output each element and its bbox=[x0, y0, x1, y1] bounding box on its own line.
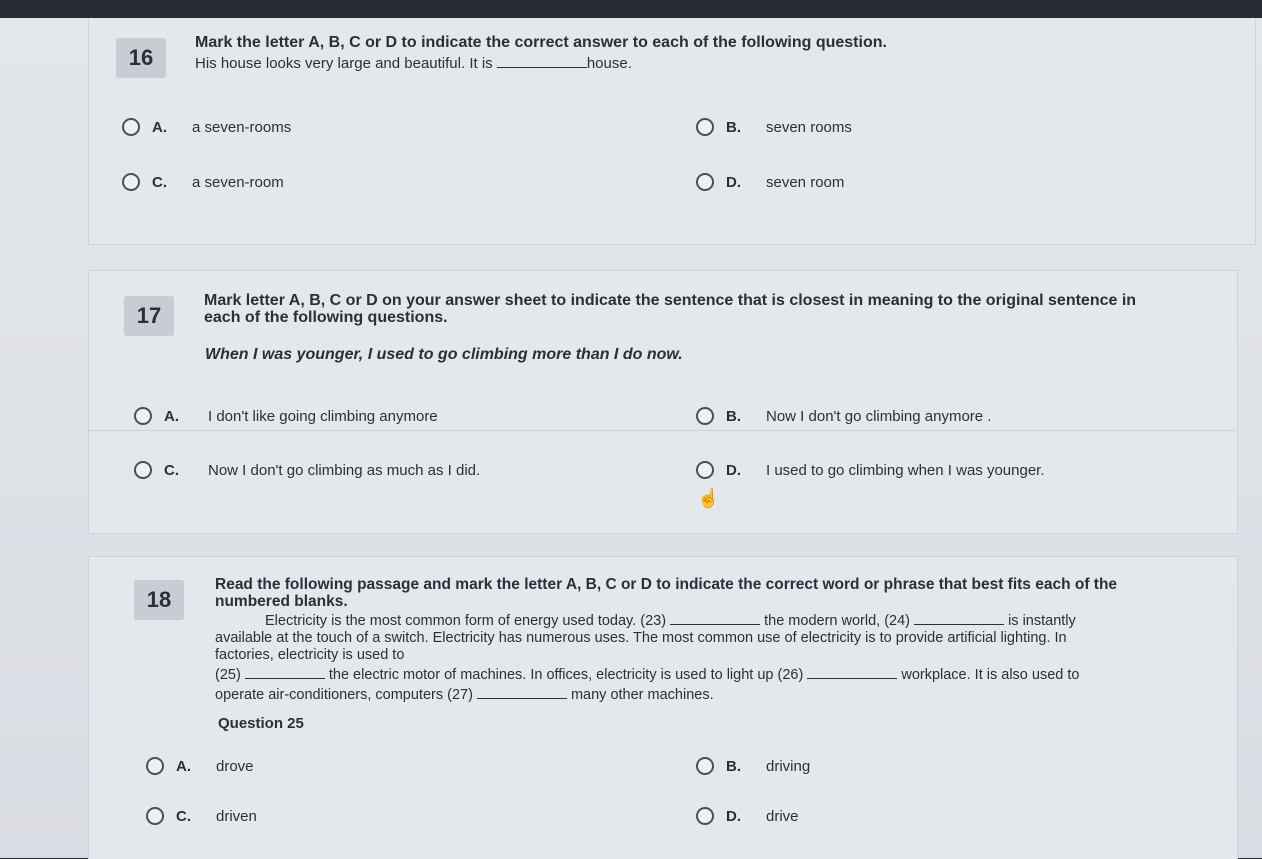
q16-option-a[interactable] bbox=[122, 115, 291, 139]
option-letter: C. bbox=[152, 173, 167, 191]
radio-circle-icon[interactable] bbox=[696, 173, 714, 191]
option-letter: A. bbox=[164, 407, 179, 425]
q18-option-c[interactable] bbox=[146, 804, 257, 828]
radio-circle-icon[interactable] bbox=[696, 461, 714, 479]
q17-instruction-line1: Mark letter A, B, C or D on your answer sheet to indicate the sentence that is closest in meaning to the original sentence in bbox=[204, 292, 1137, 309]
option-letter: B. bbox=[726, 407, 741, 425]
divider bbox=[88, 430, 1236, 431]
radio-circle-icon[interactable] bbox=[122, 173, 140, 191]
passage-line-4 bbox=[215, 664, 1215, 684]
option-text: Now I don't go climbing as much as I did. bbox=[208, 461, 481, 479]
passage-text: operate air-conditioners, computers (27) bbox=[215, 687, 473, 703]
radio-circle-icon[interactable] bbox=[696, 118, 714, 136]
passage-line-1 bbox=[215, 610, 1215, 630]
option-letter: A. bbox=[152, 118, 167, 136]
q17-instruction-line2: each of the following questions. bbox=[204, 309, 448, 326]
passage-text: the modern world, (24) bbox=[764, 613, 910, 629]
q18-option-a[interactable] bbox=[146, 754, 254, 778]
option-letter: A. bbox=[176, 757, 191, 775]
radio-circle-icon[interactable] bbox=[696, 807, 714, 825]
blank-23 bbox=[670, 610, 760, 625]
radio-circle-icon[interactable] bbox=[134, 461, 152, 479]
passage-line-2: available at the touch of a switch. Electricity has numerous uses. The most common use of electricity is to provide artificial lighting. In bbox=[215, 630, 1067, 646]
passage-text: many other machines. bbox=[570, 687, 714, 703]
q16-blank bbox=[497, 53, 587, 68]
q16-instruction: Mark the letter A, B, C or D to indicate the correct answer to each of the following question. bbox=[195, 34, 887, 51]
passage-text: the electric motor of machines. In offices, electricity is used to light up (26) bbox=[328, 667, 804, 683]
option-text: Now I don't go climbing anymore . bbox=[766, 407, 992, 425]
q17-option-d[interactable] bbox=[696, 458, 1045, 482]
option-letter: D. bbox=[726, 807, 741, 825]
option-text: drive bbox=[766, 807, 799, 825]
option-text: I don't like going climbing anymore bbox=[208, 407, 438, 425]
blank-27 bbox=[477, 684, 567, 699]
q16-option-d[interactable] bbox=[696, 170, 844, 194]
blank-24 bbox=[914, 610, 1004, 625]
passage-line-3: factories, electricity is used to bbox=[215, 647, 405, 663]
option-text: a seven-room bbox=[192, 173, 284, 191]
option-text: drove bbox=[216, 757, 254, 775]
q17-option-c[interactable] bbox=[134, 458, 480, 482]
passage-text: workplace. It is also used to bbox=[901, 667, 1080, 683]
q17-option-a[interactable] bbox=[134, 404, 438, 428]
option-letter: B. bbox=[726, 757, 741, 775]
q16-option-b[interactable] bbox=[696, 115, 852, 139]
q16-stem bbox=[195, 53, 632, 72]
quiz-screen bbox=[0, 18, 1262, 858]
option-text: seven rooms bbox=[766, 118, 852, 136]
question-number-17: 17 bbox=[124, 296, 174, 336]
q16-stem-after: house. bbox=[586, 55, 632, 72]
passage-text: Electricity is the most common form of energy used today. (23) bbox=[265, 613, 667, 629]
option-text: seven room bbox=[766, 173, 845, 191]
radio-circle-icon[interactable] bbox=[696, 757, 714, 775]
passage-text: is instantly bbox=[1008, 613, 1076, 629]
question-number-16: 16 bbox=[116, 38, 166, 78]
q17-option-b[interactable] bbox=[696, 404, 991, 428]
q18-question-label: Question 25 bbox=[218, 715, 304, 732]
option-letter: D. bbox=[726, 461, 741, 479]
option-text: driving bbox=[766, 757, 811, 775]
q16-stem-before: His house looks very large and beautiful. It is bbox=[195, 55, 493, 72]
option-text: driven bbox=[216, 807, 257, 825]
q17-sentence: When I was younger, I used to go climbing more than I do now. bbox=[205, 346, 683, 363]
option-letter: D. bbox=[726, 173, 741, 191]
option-text: a seven-rooms bbox=[192, 118, 292, 136]
blank-25-label: (25) bbox=[215, 667, 241, 683]
option-text: I used to go climbing when I was younger. bbox=[766, 461, 1045, 479]
option-letter: C. bbox=[176, 807, 191, 825]
q18-passage bbox=[215, 610, 1215, 704]
radio-circle-icon[interactable] bbox=[146, 757, 164, 775]
q18-option-d[interactable] bbox=[696, 804, 799, 828]
hand-pointer-icon: ☝ bbox=[697, 488, 720, 508]
radio-circle-icon[interactable] bbox=[696, 407, 714, 425]
q18-option-b[interactable] bbox=[696, 754, 810, 778]
radio-circle-icon[interactable] bbox=[146, 807, 164, 825]
blank-25 bbox=[245, 664, 325, 679]
option-letter: C. bbox=[164, 461, 179, 479]
q18-instruction-line1: Read the following passage and mark the letter A, B, C or D to indicate the correct word or phrase that best fits each of the bbox=[215, 576, 1118, 593]
question-number-18: 18 bbox=[134, 580, 184, 620]
passage-line-5 bbox=[215, 684, 1215, 704]
radio-circle-icon[interactable] bbox=[122, 118, 140, 136]
q16-option-c[interactable] bbox=[122, 170, 284, 194]
blank-26 bbox=[807, 664, 897, 679]
q18-instruction-line2: numbered blanks. bbox=[215, 593, 348, 610]
option-letter: B. bbox=[726, 118, 741, 136]
radio-circle-icon[interactable] bbox=[134, 407, 152, 425]
